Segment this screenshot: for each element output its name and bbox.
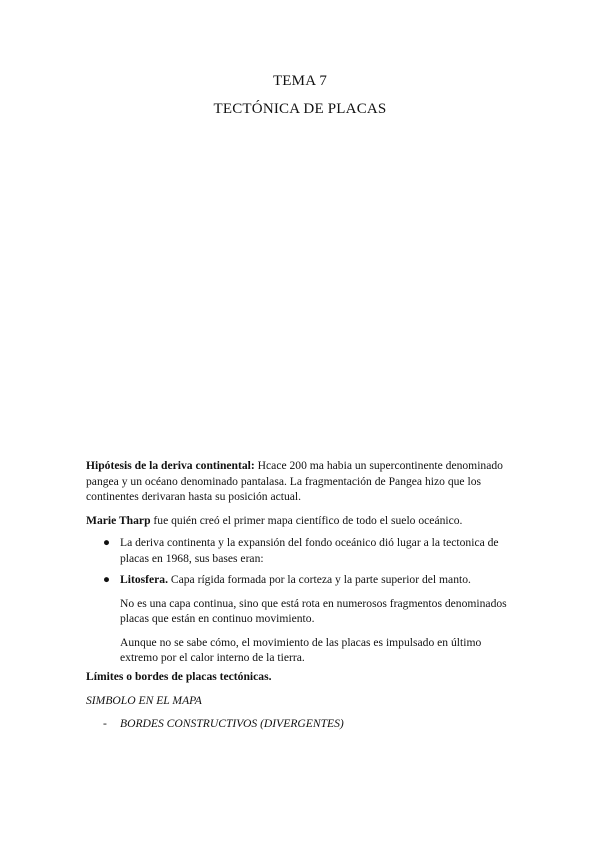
dash-item-text: BORDES CONSTRUCTIVOS (DIVERGENTES)	[120, 717, 344, 730]
document-title: TEMA 7	[272, 73, 328, 89]
bullet-list	[86, 535, 516, 666]
hipotesis-text: Hcace 200 ma habia un supercontinente denominado pangea y un océano denominado pantalasa. La fragmentación de Pangea hizo que los continentes derivaran hasta su posición actual.	[86, 459, 503, 503]
hipotesis-heading: Hipótesis de la deriva continental:	[86, 459, 255, 472]
list-item	[86, 572, 516, 588]
dash-icon: -	[103, 717, 107, 730]
bullet-text: La deriva continenta y la expansión del fondo oceánico dió lugar a la tectonica de placas en 1968, sus bases eran:	[120, 536, 499, 565]
bullet-icon: ●	[103, 536, 111, 549]
list-item	[86, 535, 516, 566]
paragraph-tharp	[86, 513, 516, 529]
paragraph-hipotesis	[86, 458, 516, 505]
bullet-bold-label: Litosfera.	[120, 573, 168, 586]
tharp-text: fue quién creó el primer mapa científico de todo el suelo oceánico.	[150, 514, 463, 527]
indented-paragraph: Aunque no se sabe cómo, el movimiento de las placas es impulsado en último extremo por el calor interno de la tierra.	[120, 635, 482, 664]
section-subheading: SIMBOLO EN EL MAPA	[86, 694, 202, 707]
bullet-text: Capa rígida formada por la corteza y la parte superior del manto.	[167, 573, 471, 586]
section-heading	[86, 669, 516, 685]
dash-list-item	[86, 716, 516, 732]
tharp-name: Marie Tharp	[86, 514, 151, 527]
indented-paragraph: No es una capa continua, sino que está rota en numerosos fragmentos denominados placas que están en continuo movimiento.	[120, 596, 507, 625]
document-subtitle: TECTÓNICA DE PLACAS	[213, 101, 387, 117]
bullet-icon: ●	[103, 573, 111, 586]
limites-heading: Límites o bordes de placas tectónicas.	[86, 670, 272, 683]
